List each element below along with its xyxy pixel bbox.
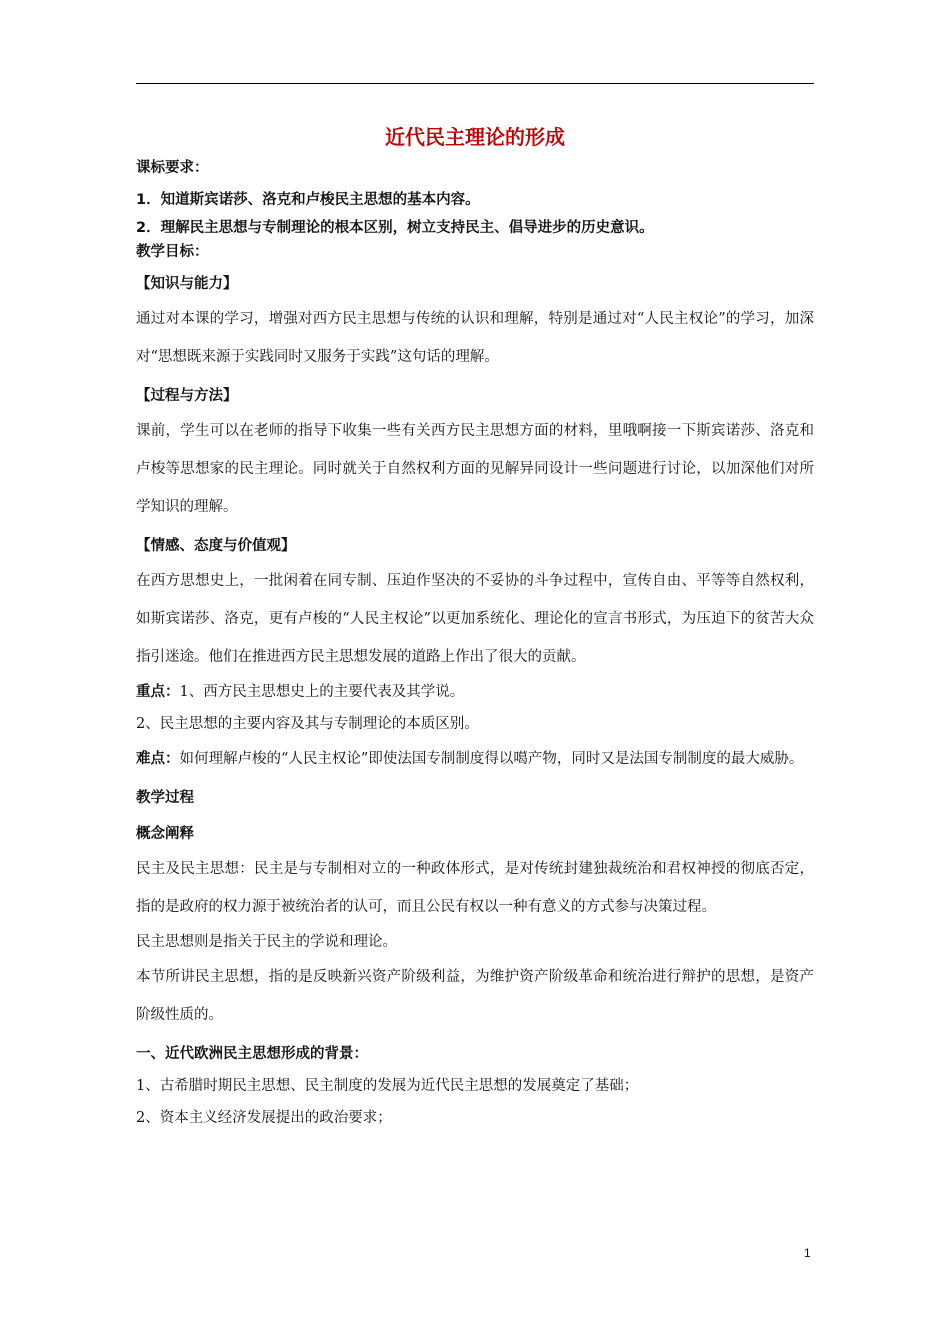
nandian-text: 如何理解卢梭的“人民主权论”即使法国专制制度得以噶产物，同时又是法国专制制度的最大威胁。	[179, 751, 804, 767]
document-title: 近代民主理论的形成	[385, 125, 565, 149]
nandian-line	[136, 740, 814, 778]
section1-item-2: 2、资本主义经济发展提出的政治要求；	[136, 1110, 392, 1126]
mubiao-heading: 教学目标：	[136, 244, 209, 260]
zhongdian-label: 重点：	[136, 684, 180, 700]
zhongdian-line-1	[136, 676, 814, 708]
kebiao-item-2: 2．理解民主思想与专制理论的根本区别，树立支持民主、倡导进步的历史意识。	[136, 220, 654, 236]
zhongdian-item-2: 2、民主思想的主要内容及其与专制理论的本质区别。	[136, 716, 479, 732]
zhishi-text: 通过对本课的学习，增强对西方民主思想与传统的认识和理解，特别是通过对“人民主权论”的学习，加深对“思想既来源于实践同时又服务于实践”这句话的理解。	[136, 311, 814, 365]
section1-heading: 一、近代欧洲民主思想形成的背景：	[136, 1046, 368, 1062]
zhongdian-item-1: 1、西方民主思想史上的主要代表及其学说。	[179, 684, 465, 700]
gainian-text-2: 民主思想则是指关于民主的学说和理论。	[136, 934, 397, 950]
zhishi-heading: 【知识与能力】	[136, 276, 238, 292]
page-number: 1	[804, 1246, 811, 1260]
jiaoxue-heading: 教学过程	[136, 790, 194, 806]
header-rule	[136, 83, 814, 84]
qinggan-heading: 【情感、态度与价值观】	[136, 538, 296, 554]
kebiao-heading: 课标要求：	[136, 160, 209, 176]
gainian-text-3: 本节所讲民主思想，指的是反映新兴资产阶级利益，为维护资产阶级革命和统治进行辩护的思想，是资产阶级性质的。	[136, 969, 814, 1023]
nandian-label: 难点：	[136, 751, 180, 767]
gainian-heading: 概念阐释	[136, 826, 194, 842]
guocheng-text: 课前，学生可以在老师的指导下收集一些有关西方民主思想方面的材料，里哦啊接一下斯宾诺莎、洛克和卢梭等思想家的民主理论。同时就关于自然权利方面的见解异同设计一些问题进行讨论，以加深他们对所学知识的理解。	[136, 423, 814, 515]
qinggan-text: 在西方思想史上，一批闲着在同专制、压迫作坚决的不妥协的斗争过程中，宣传自由、平等等自然权利，如斯宾诺莎、洛克，更有卢梭的“人民主权论”以更加系统化、理论化的宣言书形式，为压迫下的贫苦大众指引迷途。他们在推进西方民主思想发展的道路上作出了很大的贡献。	[136, 573, 814, 665]
kebiao-item-1: 1．知道斯宾诺莎、洛克和卢梭民主思想的基本内容。	[136, 192, 480, 208]
guocheng-heading: 【过程与方法】	[136, 388, 238, 404]
document-page	[136, 118, 814, 1134]
section1-item-1: 1、古希腊时期民主思想、民主制度的发展为近代民主思想的发展奠定了基础；	[136, 1078, 639, 1094]
gainian-text-1: 民主及民主思想：民主是与专制相对立的一种政体形式，是对传统封建独裁统治和君权神授的彻底否定，指的是政府的权力源于被统治者的认可，而且公民有权以一种有意义的方式参与决策过程。	[136, 861, 814, 915]
